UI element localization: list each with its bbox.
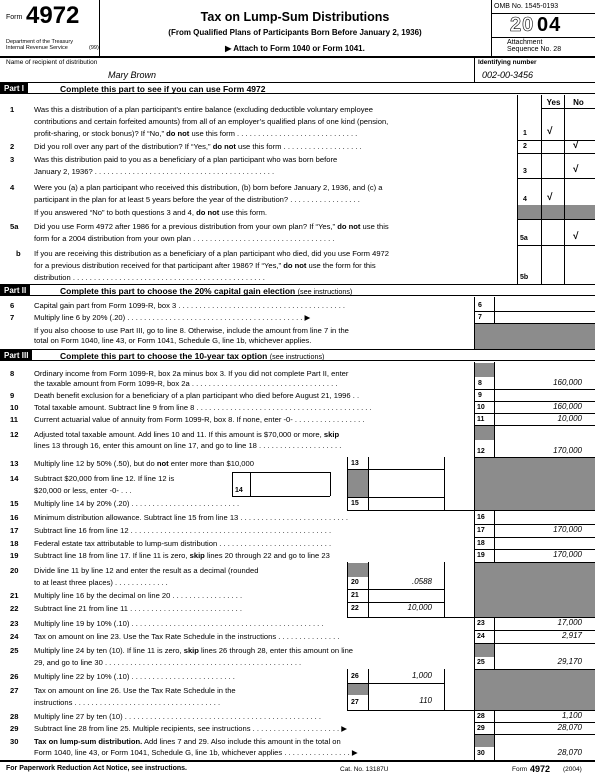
line-8-amount[interactable]: 160,000 bbox=[553, 378, 582, 387]
dept-treasury: Department of the Treasury bbox=[6, 39, 73, 45]
line-12-amount[interactable]: 170,000 bbox=[553, 446, 582, 455]
part3-tag: Part III bbox=[0, 350, 32, 361]
form-subtitle: (From Qualified Plans of Participants Born Before January 2, 1936) bbox=[168, 28, 422, 37]
part3-title: Complete this part to choose the 10-year tax option bbox=[60, 351, 268, 361]
line-25-amount[interactable]: 29,170 bbox=[557, 657, 582, 666]
line-28-amount[interactable]: 1,100 bbox=[561, 711, 582, 720]
line-24-amount[interactable]: 2,917 bbox=[561, 631, 582, 640]
line-5a-no-check[interactable]: √ bbox=[573, 231, 579, 242]
line-20-amount[interactable]: .0588 bbox=[411, 577, 432, 586]
no-column-header: No bbox=[573, 98, 584, 107]
form-number: 4972 bbox=[26, 2, 80, 29]
footer-notice: For Paperwork Reduction Act Notice, see instructions. bbox=[6, 765, 187, 772]
form-label: Form bbox=[6, 14, 23, 21]
identifying-number[interactable]: 002-00-3456 bbox=[482, 70, 534, 80]
attach-note: ▶ Attach to Form 1040 or Form 1041. bbox=[225, 44, 365, 53]
part2-header: Part II Complete this part to choose the 20% capital gain election (see instructions) bbox=[0, 284, 595, 296]
line-2-no-check[interactable]: √ bbox=[573, 140, 579, 151]
line-11-amount[interactable]: 10,000 bbox=[557, 414, 582, 423]
line-30-amount[interactable]: 28,070 bbox=[557, 748, 582, 757]
line-1-yes-check[interactable]: √ bbox=[547, 126, 553, 137]
irs-code: (99) bbox=[89, 45, 99, 51]
part2-title: Complete this part to choose the 20% capital gain election bbox=[60, 286, 296, 296]
part1-tag: Part I bbox=[0, 83, 28, 94]
footer-year: (2004) bbox=[563, 766, 582, 773]
recipient-name-label: Name of recipient of distribution bbox=[6, 59, 98, 66]
line-19-amount[interactable]: 170,000 bbox=[553, 550, 582, 559]
line-23-amount[interactable]: 17,000 bbox=[557, 618, 582, 627]
identifying-number-label: Identifying number bbox=[478, 59, 537, 66]
line-10-amount[interactable]: 160,000 bbox=[553, 402, 582, 411]
part3-header: Part III Complete this part to choose the 10-year tax option (see instructions) bbox=[0, 349, 595, 361]
catalog-number: Cat. No. 13187U bbox=[340, 766, 389, 773]
footer-form-number: 4972 bbox=[530, 764, 551, 774]
omb-number: OMB No. 1545-0193 bbox=[494, 3, 559, 10]
line-3-no-check[interactable]: √ bbox=[573, 164, 579, 175]
form-title: Tax on Lump-Sum Distributions bbox=[200, 10, 390, 24]
part1-title: Complete this part to see if you can use Form 4972 bbox=[60, 84, 266, 94]
sequence-number: Sequence No. 28 bbox=[507, 46, 562, 53]
footer-form-label: Form bbox=[512, 766, 528, 773]
line-4-yes-check[interactable]: √ bbox=[547, 192, 553, 203]
line-17-amount[interactable]: 170,000 bbox=[553, 525, 582, 534]
line-22-amount[interactable]: 10,000 bbox=[407, 603, 432, 612]
part1-header bbox=[0, 82, 595, 94]
line-27-amount[interactable]: 110 bbox=[419, 696, 432, 705]
line-29-amount[interactable]: 28,070 bbox=[557, 723, 582, 732]
part2-tag: Part II bbox=[0, 285, 30, 296]
yes-column-header: Yes bbox=[546, 98, 561, 107]
attachment-label: Attachment bbox=[507, 39, 543, 46]
irs-label: Internal Revenue Service bbox=[6, 45, 68, 51]
line-26-amount[interactable]: 1,000 bbox=[411, 671, 432, 680]
tax-year-prefix: 20 bbox=[510, 14, 535, 36]
tax-year-suffix: 04 bbox=[537, 14, 562, 36]
recipient-name[interactable]: Mary Brown bbox=[108, 70, 157, 80]
